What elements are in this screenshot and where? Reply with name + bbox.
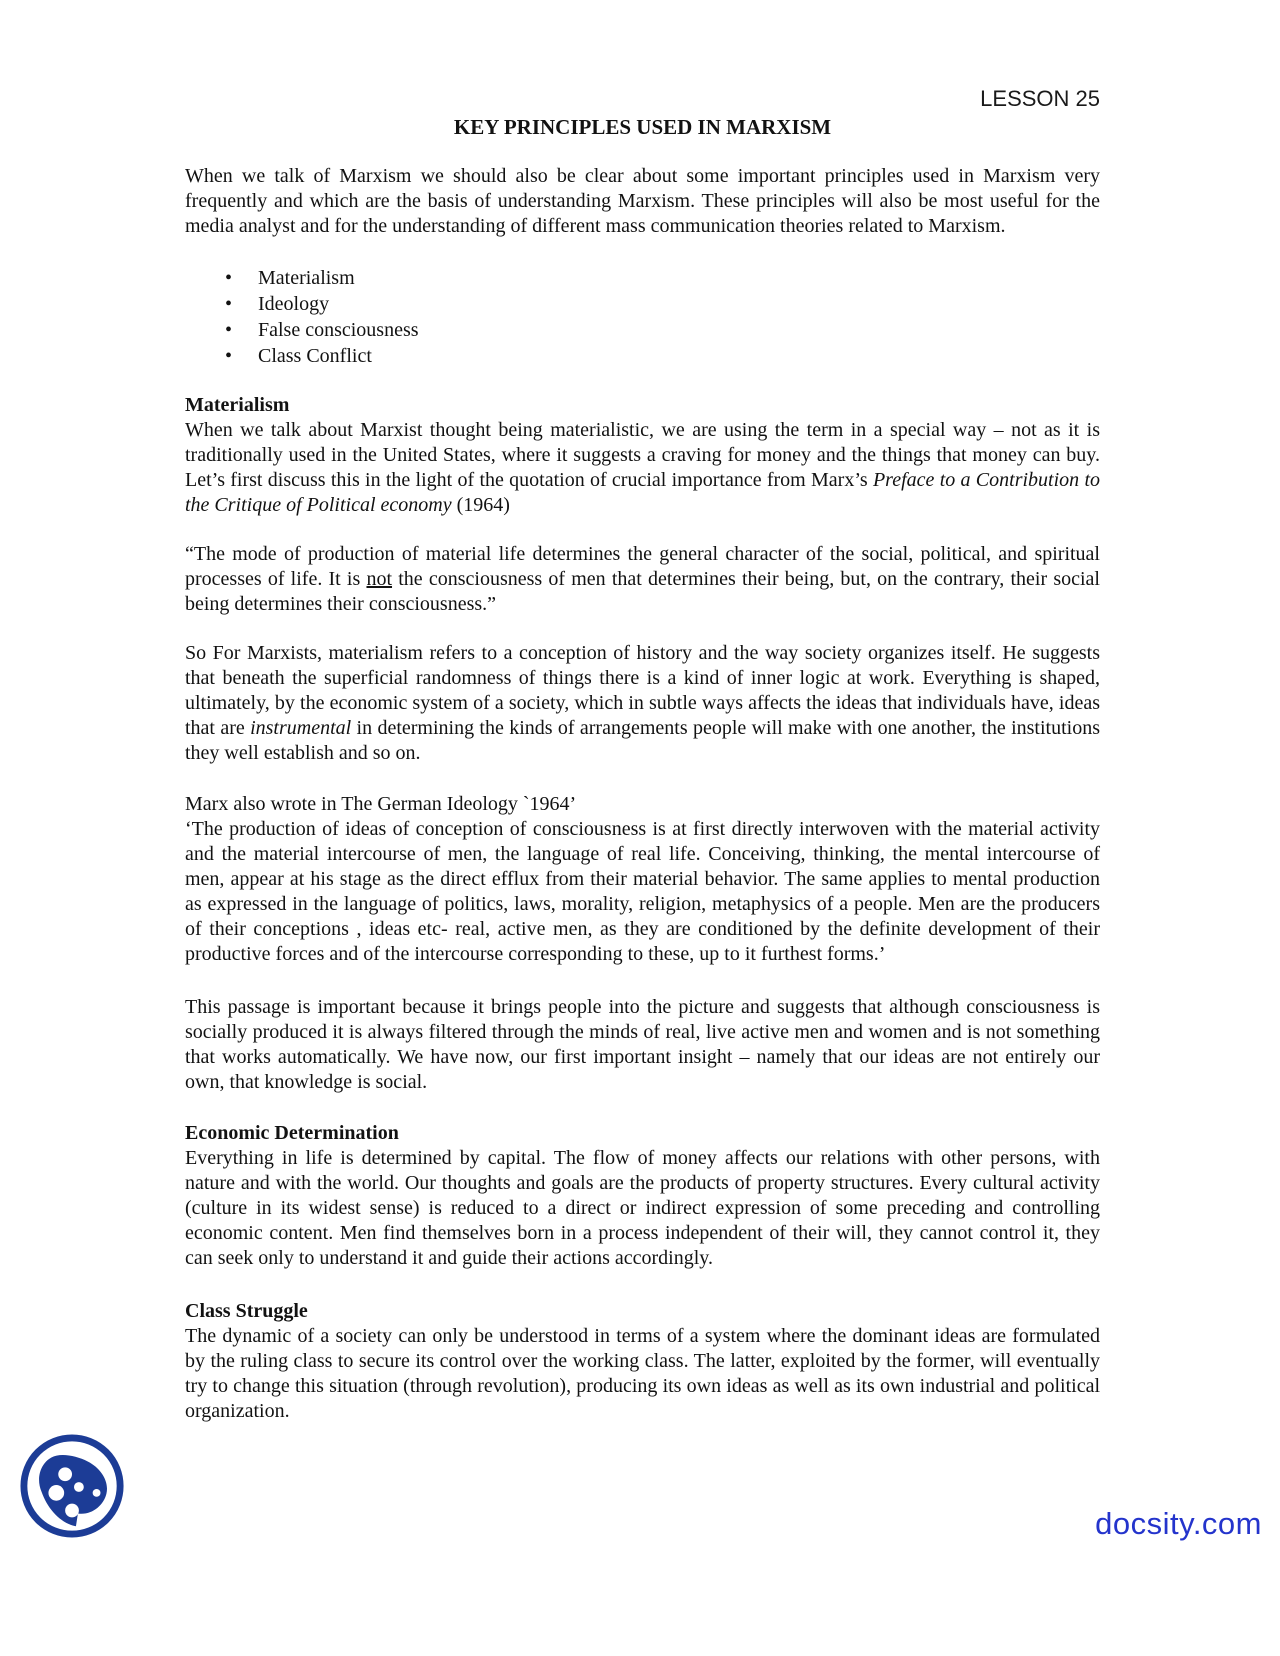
principles-list xyxy=(185,265,1100,369)
marx-quote-paragraph xyxy=(185,542,1100,617)
paragraph-text: When we talk about Marxist thought being materialistic, we are using the term in a special way – not as it is traditionally used in the United States, where it suggests a craving for money and the things that money can buy. Let’s first discuss this in the light of the quotation of crucial importance from Marx’s xyxy=(185,419,1100,491)
list-item-label: False consciousness xyxy=(258,319,419,341)
list-item-label: Materialism xyxy=(258,267,355,289)
paragraph-text: in determining the kinds of arrangements people will make with one another, the institutions they well establish and so on. xyxy=(185,717,1100,764)
economic-paragraph: Everything in life is determined by capital. The flow of money affects our relations with other persons, with nature and with the world. Our thoughts and goals are the products of property structures. Every cultural activity (culture in its widest sense) is reduced to a direct or indirect expression of some preceding and controlling economic content. Men find themselves born in a process independent of their will, they cannot control it, they can seek only to understand it and guide their actions accordingly. xyxy=(185,1147,1100,1269)
logo-hole xyxy=(93,1489,101,1497)
bullet-icon: • xyxy=(225,267,233,289)
logo-hole xyxy=(74,1482,84,1492)
paragraph-text: So For Marxists, materialism refers to a conception of history and the way society organizes itself. He suggests that beneath the superficial randomness of things there is a kind of inner logic at work. Everything is shaped, ultimately, by the economic system of a society, which in subtle ways affects the ideas that individuals have, ideas that are xyxy=(185,642,1100,739)
materialism-paragraph xyxy=(185,418,1100,518)
section-heading-class-struggle: Class Struggle xyxy=(185,1300,308,1322)
emphasized-word: not xyxy=(366,568,393,590)
list-item xyxy=(185,291,1100,317)
quote-text: the consciousness of men that determines their being, but, on the contrary, their social being determines their consciousness.” xyxy=(185,568,1100,615)
emphasized-word-italic: instrumental xyxy=(250,717,352,739)
intro-paragraph: When we talk of Marxism we should also be clear about some important principles used in Marxism very frequently and which are the basis of understanding Marxism. These principles will also be most useful for the media analyst and for the understanding of different mass communication theories related to Marxism. xyxy=(185,165,1100,237)
paragraph-text: (1964) xyxy=(451,494,510,516)
document-content xyxy=(185,86,1100,1424)
docsity-logo-icon xyxy=(19,1430,127,1542)
list-item-label: Ideology xyxy=(258,293,330,315)
docsity-watermark: docsity.com xyxy=(1095,1506,1262,1541)
bullet-icon: • xyxy=(225,319,233,341)
list-item xyxy=(185,317,1100,343)
bullet-icon: • xyxy=(225,293,233,315)
list-item xyxy=(185,265,1100,291)
german-ideology-intro: Marx also wrote in The German Ideology `1964’ xyxy=(185,793,577,815)
logo-hole xyxy=(65,1504,79,1518)
logo-hole xyxy=(48,1485,64,1501)
passage-paragraph: This passage is important because it brings people into the picture and suggests that although consciousness is socially produced it is always filtered through the minds of real, live active men and women and is not something that works automatically. We have now, our first important insight – namely that our ideas are not entirely our own, that knowledge is social. xyxy=(185,996,1100,1093)
logo-hole xyxy=(58,1467,72,1481)
lesson-label: LESSON 25 xyxy=(980,86,1100,111)
book-title-italic: Preface to a Contribution to the Critique of Political economy xyxy=(185,469,1100,516)
list-item xyxy=(185,343,1100,369)
class-struggle-paragraph: The dynamic of a society can only be understood in terms of a system where the dominant ideas are formulated by the ruling class to secure its control over the working class. The latter, exploited by the former, will eventually try to change this situation (through revolution), producing its own ideas as well as its own industrial and political organization. xyxy=(185,1325,1100,1422)
quote-text: “The mode of production of material life determines the general character of the social, political, and spiritual processes of life. It is xyxy=(185,543,1100,590)
page-title: KEY PRINCIPLES USED IN MARXISM xyxy=(453,115,832,139)
list-item-label: Class Conflict xyxy=(258,345,372,367)
bullet-icon: • xyxy=(225,345,233,367)
section-heading-economic-determination: Economic Determination xyxy=(185,1122,399,1144)
section-heading-materialism: Materialism xyxy=(185,394,290,416)
marxists-paragraph xyxy=(185,641,1100,766)
german-ideology-quote: ‘The production of ideas of conception of consciousness is at first directly interwoven with the material activity and the material intercourse of men, the language of real life. Conceiving, thinking, the mental intercourse of men, appear at his stage as the direct efflux from their material behavior. The same applies to mental production as expressed in the language of politics, laws, morality, religion, metaphysics of a people. Men are the producers of their conceptions , ideas etc- real, active men, as they are conditioned by the definite development of their productive forces and of the intercourse corresponding to these, up to it furthest forms.’ xyxy=(185,818,1100,965)
